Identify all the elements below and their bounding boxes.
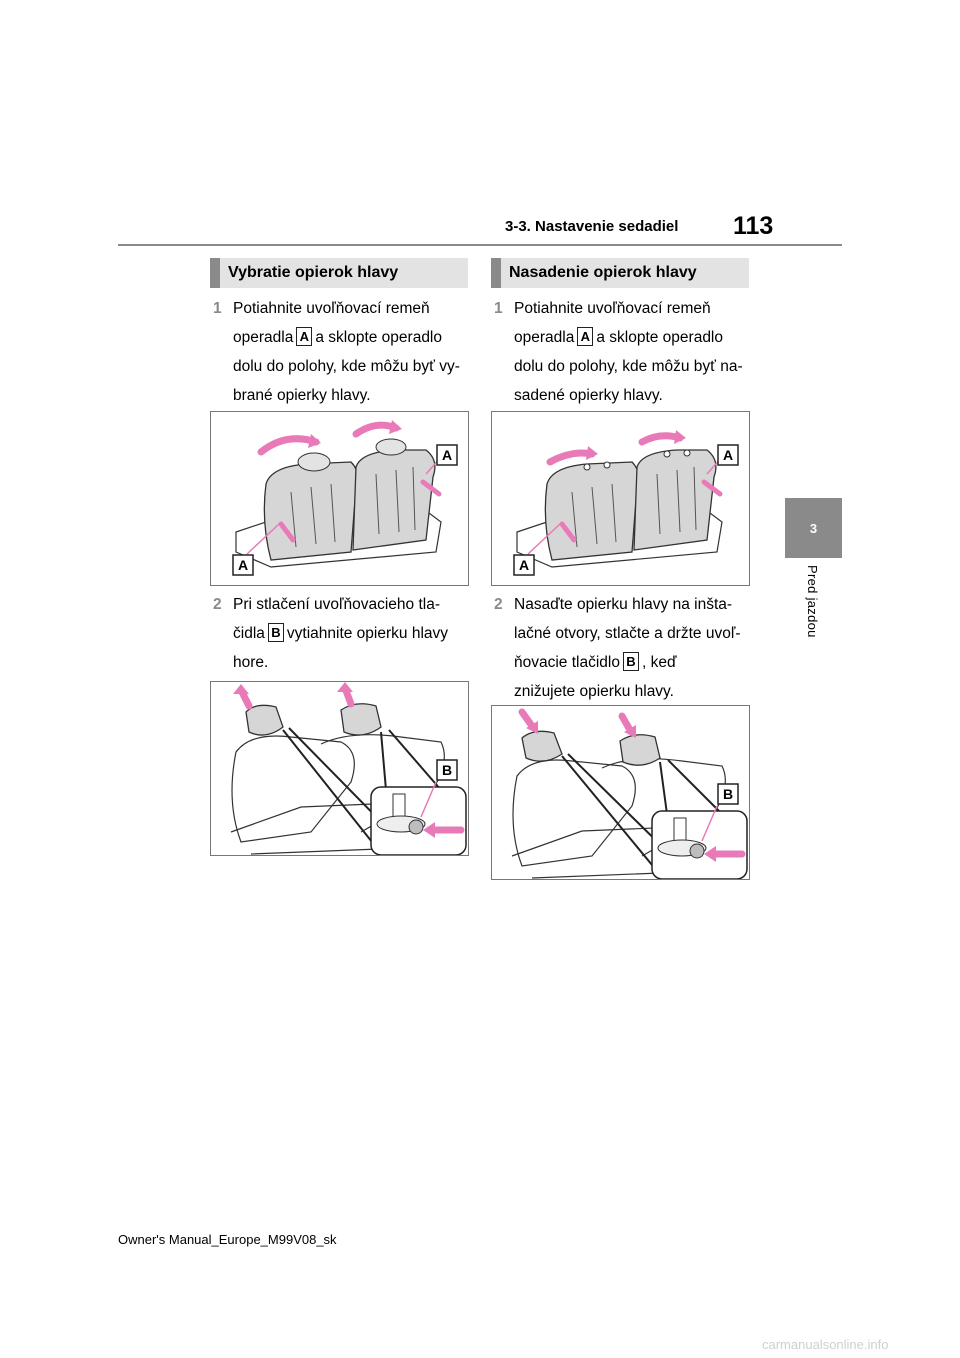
- step-line: znižujete opierku hlavy.: [514, 683, 674, 700]
- figure-label-a: A: [518, 557, 530, 573]
- step-line: [514, 323, 754, 352]
- step-line: dolu do polohy, kde môžu byť vy-: [233, 358, 460, 375]
- step-line: lačné otvory, stlačte a držte uvoľ-: [514, 625, 741, 642]
- step-line: Potiahnite uvoľňovací remeň: [514, 300, 711, 317]
- step-line: sadené opierky hlavy.: [514, 387, 663, 404]
- step-line: Nasaďte opierku hlavy na inšta-: [514, 596, 733, 613]
- callout-label-a: A: [577, 327, 593, 346]
- footer-text: Owner's Manual_Europe_M99V08_sk: [118, 1232, 337, 1247]
- chapter-tab[interactable]: 3: [785, 498, 842, 558]
- page-number: 113: [733, 212, 774, 240]
- figure-pull-headrest: [210, 681, 469, 856]
- step-text: vytiahnite opierku hlavy: [286, 625, 449, 642]
- figure-push-headrest: [491, 705, 750, 880]
- section-title: 3-3. Nastavenie sedadiel: [505, 218, 679, 235]
- step-remove-2: [213, 590, 473, 677]
- step-text: a sklopte operadlo: [596, 329, 723, 346]
- figure-fold-seatback-install: [491, 411, 750, 586]
- step-text: , keď: [641, 654, 677, 671]
- step-line: dolu do polohy, kde môžu byť na-: [514, 358, 743, 375]
- step-line: brané opierky hlavy.: [233, 387, 371, 404]
- step-text: ňovacie tlačidlo: [514, 654, 620, 671]
- step-number: 1: [213, 300, 222, 317]
- callout-label-a: A: [296, 327, 312, 346]
- step-line: [233, 619, 473, 648]
- figure-label-b: B: [441, 762, 453, 778]
- step-line: [514, 648, 756, 677]
- watermark[interactable]: carmanualsonline.info: [762, 1337, 889, 1352]
- figure-label-a: A: [237, 557, 249, 573]
- step-line: [233, 323, 473, 352]
- callout-label-b: B: [623, 652, 639, 671]
- step-line: Potiahnite uvoľňovací remeň: [233, 300, 430, 317]
- step-number: 2: [494, 596, 503, 613]
- section-heading-remove: Vybratie opierok hlavy: [210, 258, 468, 288]
- step-text: čidla: [233, 625, 265, 642]
- figure-fold-seatback-remove: [210, 411, 469, 586]
- step-line: hore.: [233, 654, 269, 671]
- step-install-2: [494, 590, 756, 706]
- figure-label-a: A: [722, 447, 734, 463]
- header-divider: [118, 244, 842, 246]
- step-text: operadla: [514, 329, 575, 346]
- chapter-name: Pred jazdou: [805, 565, 820, 638]
- step-number: 2: [213, 596, 222, 613]
- section-heading-install: Nasadenie opierok hlavy: [491, 258, 749, 288]
- figure-label-a: A: [441, 447, 453, 463]
- step-install-1: [494, 294, 754, 410]
- headrest-remove-illustration: [211, 682, 468, 855]
- step-number: 1: [494, 300, 503, 317]
- seat-fold-illustration: [211, 412, 468, 585]
- step-remove-1: [213, 294, 473, 410]
- step-line: Pri stlačení uvoľňovacieho tla-: [233, 596, 440, 613]
- figure-label-b: B: [722, 786, 734, 802]
- step-text: a sklopte operadlo: [315, 329, 442, 346]
- callout-label-b: B: [268, 623, 284, 642]
- seat-fold-illustration: [492, 412, 749, 585]
- headrest-install-illustration: [492, 706, 749, 879]
- step-text: operadla: [233, 329, 294, 346]
